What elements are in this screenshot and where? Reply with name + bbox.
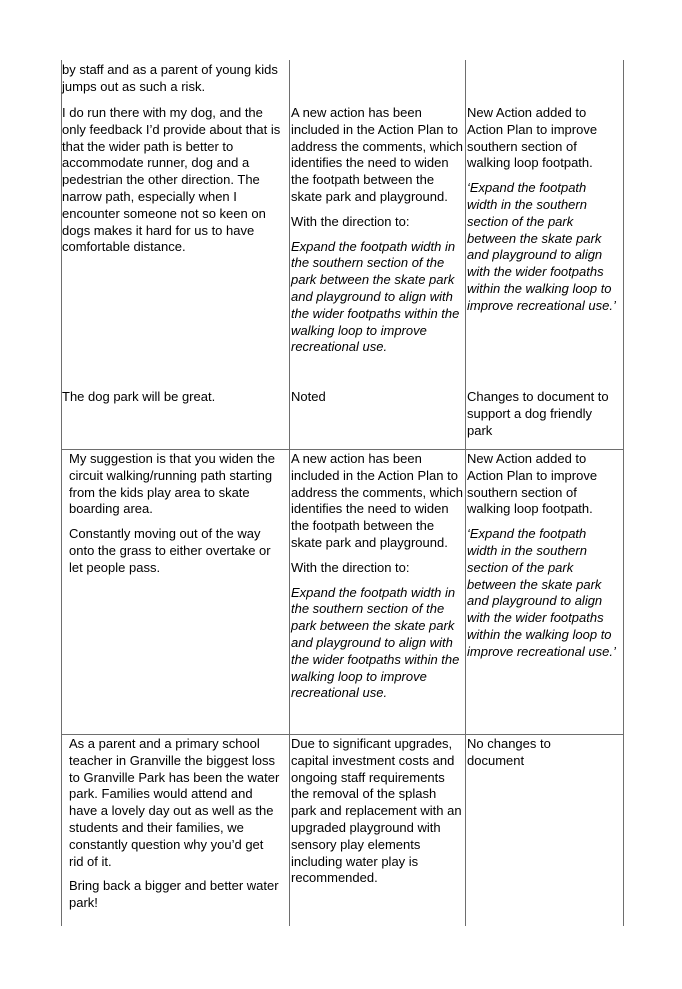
comment-text: As a parent and a primary school teacher in Granville the biggest loss to Granville Park has been the water park. Families would attend and have a lovely day out as well as the students and their families, we constantly question why you’d get rid of it. — [69, 736, 280, 869]
comment-text: My suggestion is that you widen the circuit walking/running path starting from the kids play area to skate boarding area. — [69, 451, 275, 517]
comment-cell — [62, 105, 286, 256]
outcome-text: Changes to document to support a dog friendly park — [467, 389, 609, 438]
outcome-cell — [467, 389, 617, 439]
response-cell — [291, 389, 463, 406]
response-cell — [291, 451, 465, 702]
row-divider — [61, 449, 624, 450]
response-text: A new action has been included in the Action Plan to address the comments, which identifies the need to widen the footpath between the skate park and playground. — [291, 451, 463, 550]
table-border-right — [623, 60, 624, 926]
comment-text: by staff and as a parent of young kids jumps out as such a risk. — [62, 62, 278, 94]
column-divider-1 — [289, 60, 290, 926]
outcome-cell — [467, 451, 619, 661]
response-quote: Expand the footpath width in the southern section of the park between the skate park and playground to align with the wider footpaths within the walking loop to improve recreational use. — [291, 238, 460, 355]
response-text: Due to significant upgrades, capital investment costs and ongoing staff requirements the removal of the splash park and replacement with an upgraded playground with sensory play elements including water play is recommended. — [291, 736, 462, 886]
comment-cell — [62, 62, 284, 96]
outcome-text: No changes to document — [467, 736, 551, 768]
comment-text: Bring back a bigger and better water park! — [69, 878, 279, 911]
response-quote: Expand the footpath width in the southern section of the park between the skate park and playground to align with the wider footpaths within the walking loop to improve recreational use. — [291, 584, 460, 701]
response-text: With the direction to: — [291, 559, 410, 575]
row-divider — [61, 734, 624, 735]
comment-cell — [69, 736, 281, 912]
response-cell — [291, 105, 465, 356]
column-divider-2 — [465, 60, 466, 926]
outcome-text: New Action added to Action Plan to improve southern section of walking loop footpath. — [467, 451, 598, 517]
comment-cell — [62, 389, 286, 406]
comment-text: I do run there with my dog, and the only feedback I’d provide about that is that the wider path is better to accommodate runner, dog and a pedestrian the other direction. The narrow path, especially when I encounter someone not so keen on dogs makes it hard for us to have comfortable distance. — [62, 105, 281, 255]
response-text: With the direction to: — [291, 213, 410, 229]
outcome-quote: ‘Expand the footpath width in the southern section of the park between the skate park and playground to align with the wider footpaths within the walking loop to improve recreational use.’ — [467, 180, 616, 313]
response-text: A new action has been included in the Action Plan to address the comments, which identifies the need to widen the footpath between the skate park and playground. — [291, 105, 463, 204]
response-cell — [291, 736, 465, 887]
outcome-quote: ‘Expand the footpath width in the southern section of the park between the skate park and playground to align with the wider footpaths within the walking loop to improve recreational use.’ — [467, 526, 616, 659]
comment-text: Constantly moving out of the way onto the grass to either overtake or let people pass. — [69, 526, 271, 575]
outcome-text: New Action added to Action Plan to improve southern section of walking loop footpath. — [467, 105, 598, 171]
comment-cell — [69, 451, 285, 577]
outcome-cell — [467, 105, 619, 315]
response-text: Noted — [291, 389, 326, 404]
outcome-cell — [467, 736, 577, 770]
comment-text: The dog park will be great. — [62, 389, 216, 404]
